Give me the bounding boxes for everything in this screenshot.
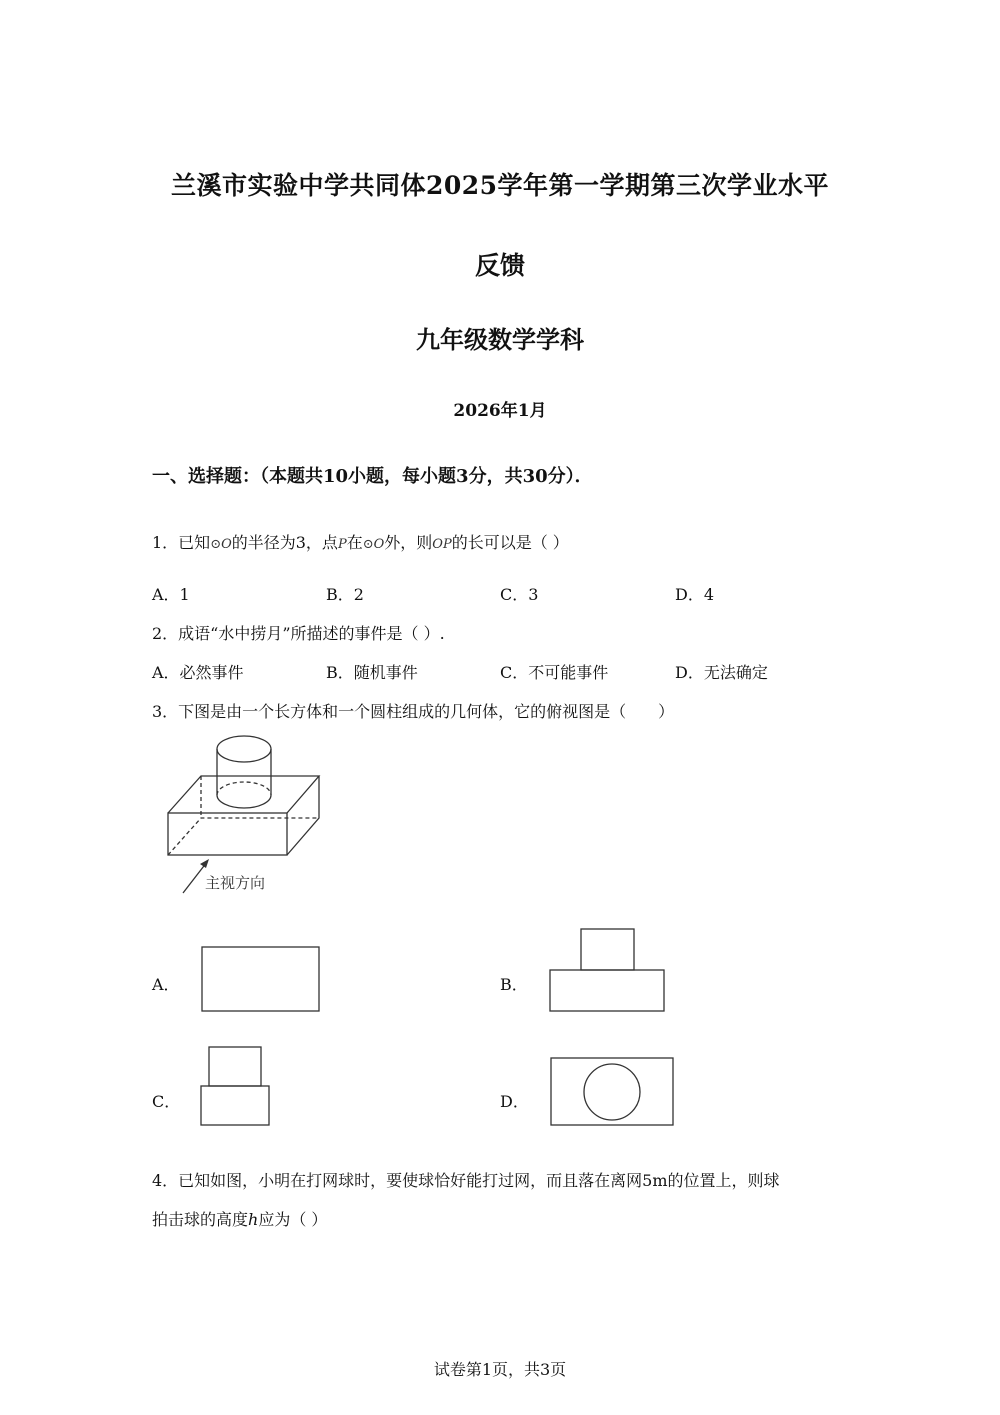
q1-option-b[interactable]: B．2 [326, 585, 364, 604]
q3-option-d[interactable]: D． [500, 1092, 529, 1111]
q1-text-part5: 的长可以是（ ） [451, 533, 569, 552]
page-footer: 试卷第1页，共3页 [433, 1360, 567, 1379]
q3-option-c[interactable]: C． [152, 1092, 181, 1111]
q1-option-a[interactable]: A．1 [152, 585, 190, 604]
q1-circle-symbol-2: ⊙O [362, 537, 385, 552]
question-3: 3．下图是由一个长方体和一个圆柱组成的几何体，它的俯视图是（ ） [152, 702, 675, 721]
question-2: 2．成语“水中捞月”所描述的事件是（ ）. [152, 624, 445, 643]
exam-date: 2026年1月 [453, 401, 547, 421]
q1-option-d[interactable]: D．4 [675, 585, 715, 604]
question-4-line1: 4．已知如图，小明在打网球时，要使球恰好能打过网，而且落在离网5m的位置上，则球 [152, 1171, 780, 1190]
q3-view-direction-label: 主视方向 [205, 874, 266, 892]
q2-option-c[interactable]: C．不可能事件 [500, 663, 609, 682]
q2-option-a[interactable]: A．必然事件 [152, 663, 244, 682]
q4-height-symbol: h [248, 1210, 259, 1229]
section1-heading: 一、选择题：（本题共10小题，每小题3分，共30分）． [152, 466, 593, 487]
exam-subject: 九年级数学学科 [416, 325, 584, 354]
q4-text-part2: 应为（ ） [258, 1210, 328, 1229]
q2-option-d[interactable]: D．无法确定 [675, 663, 768, 682]
q1-segment-symbol: OP [432, 537, 452, 552]
q1-text-part1: 1．已知 [152, 533, 211, 552]
exam-title-line2: 反馈 [474, 251, 525, 280]
q3-option-a[interactable]: A． [152, 975, 180, 994]
q4-text-part1: 拍击球的高度 [152, 1210, 249, 1229]
q1-text-part4: 外，则 [384, 533, 433, 552]
question-4-line2 [152, 1207, 327, 1230]
q1-text-part2: 的半径为3，点 [231, 533, 338, 552]
q1-text-part3: 在 [346, 533, 363, 552]
q3-option-b[interactable]: B． [500, 975, 528, 994]
q1-point-symbol: P [337, 537, 347, 552]
exam-title-line1: 兰溪市实验中学共同体2025学年第一学期第三次学业水平 [170, 171, 830, 200]
q1-circle-symbol: ⊙O [210, 537, 232, 552]
q1-option-c[interactable]: C．3 [500, 585, 539, 604]
q2-option-b[interactable]: B．随机事件 [326, 663, 418, 682]
